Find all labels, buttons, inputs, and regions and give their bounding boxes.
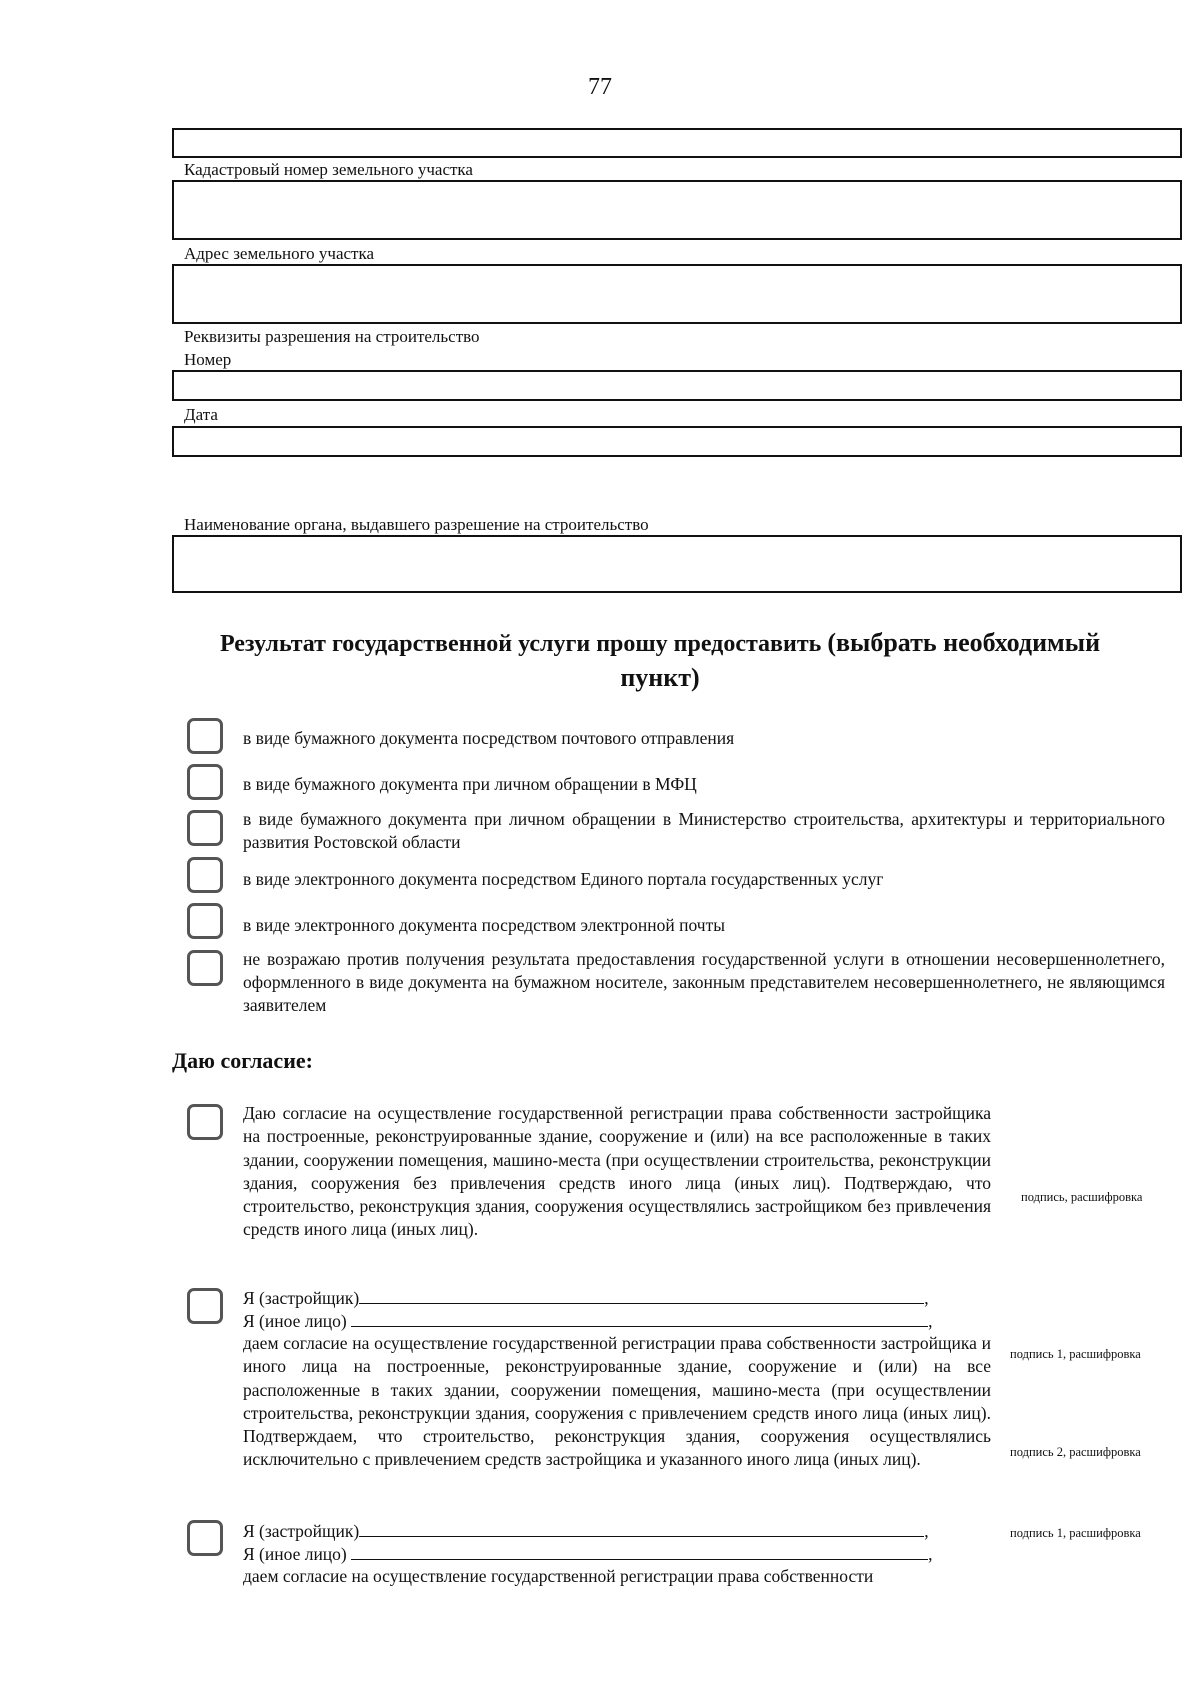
permit-details-label: Реквизиты разрешения на строительство [184, 327, 480, 346]
consent-title: Даю согласие: [172, 1048, 313, 1073]
permit-date-field[interactable] [172, 426, 1182, 457]
page-number: 77 [588, 74, 612, 100]
developer-label: Я (застройщик) [243, 1521, 360, 1541]
consent-text-3: даем согласие на осуществление государственной регистрации права собственности [243, 1566, 874, 1586]
cadastral-number-label: Кадастровый номер земельного участка [184, 160, 473, 179]
comma: , [928, 1544, 933, 1564]
top-field-box[interactable] [172, 128, 1182, 158]
result-heading [160, 626, 1160, 696]
other-person-line-2 [243, 1309, 933, 1333]
developer-label: Я (застройщик) [243, 1288, 360, 1308]
other-person-label: Я (иное лицо) [243, 1311, 347, 1331]
option-checkbox-ministry[interactable] [187, 810, 223, 846]
option-checkbox-mail[interactable] [187, 718, 223, 754]
developer-name-input[interactable] [359, 1286, 924, 1304]
signature-caption-1: подпись, расшифровка [1021, 1190, 1143, 1204]
other-person-name-input[interactable] [351, 1309, 928, 1327]
land-address-label: Адрес земельного участка [184, 244, 375, 263]
result-heading-part3: пункт) [620, 663, 700, 692]
option-label-ministry: в виде бумажного документа при личном обращении в Министерство строительства, архитектуры и территориального развития Ростовской области [243, 809, 1165, 852]
option-checkbox-gosuslugi[interactable] [187, 857, 223, 893]
issuing-authority-field[interactable] [172, 535, 1182, 593]
comma: , [928, 1311, 933, 1331]
other-person-label: Я (иное лицо) [243, 1544, 347, 1564]
option-label-gosuslugi: в виде электронного документа посредством Единого портала государственных услуг [243, 869, 884, 889]
option-checkbox-email[interactable] [187, 903, 223, 939]
developer-line-2 [243, 1286, 929, 1310]
consent-checkbox-1[interactable] [187, 1104, 223, 1140]
comma: , [924, 1521, 929, 1541]
option-label-mfc: в виде бумажного документа при личном обращении в МФЦ [243, 774, 697, 794]
result-heading-part1: Результат государственной услуги прошу предоставить [219, 631, 822, 657]
option-label-email: в виде электронного документа посредством электронной почты [243, 915, 725, 935]
consent-checkbox-2[interactable] [187, 1288, 223, 1324]
permit-number-field[interactable] [172, 370, 1182, 401]
other-person-name-input[interactable] [351, 1542, 928, 1560]
option-label-mail: в виде бумажного документа посредством почтового отправления [243, 728, 735, 748]
option-checkbox-mfc[interactable] [187, 764, 223, 800]
consent-text-2: даем согласие на осуществление государственной регистрации права собственности застройщика и иного лица на построенные, реконструированные здание, сооружение и (или) на все расположенные в таких здании, сооружении помещения, машино-места (при осуществлении строительства, реконструкции здания, сооружения с привлечением средств иного лица (иных лиц). Подтверждаем, что строительство, реконструкция здания, сооружения осуществлялись исключительно с привлечением средств застройщика и указанного иного лица (иных лиц). [243, 1333, 991, 1470]
issuing-authority-label: Наименование органа, выдавшего разрешение на строительство [184, 515, 649, 534]
land-address-field[interactable] [172, 264, 1182, 324]
comma: , [924, 1288, 929, 1308]
consent-text-1: Даю согласие на осуществление государственной регистрации права собственности застройщика на построенные, реконструированные здание, сооружение и (или) на все расположенные в таких здании, сооружении помещения, машино-места (при осуществлении строительства, реконструкции здания, сооружения без привлечения средств иного лица (иных лиц). Подтверждаю, что строительство, реконструкция здания, сооружения осуществлялись застройщиком без привлечения средств иного лица (иных лиц). [243, 1103, 991, 1240]
signature-caption-3: подпись 1, расшифровка [1010, 1526, 1141, 1540]
consent-checkbox-3[interactable] [187, 1520, 223, 1556]
other-person-line-3 [243, 1542, 933, 1566]
developer-name-input[interactable] [359, 1519, 924, 1537]
signature-caption-2a: подпись 1, расшифровка [1010, 1347, 1141, 1361]
signature-caption-2b: подпись 2, расшифровка [1010, 1445, 1141, 1459]
result-heading-part2: (выбрать необходимый [827, 628, 1101, 657]
option-checkbox-minor[interactable] [187, 950, 223, 986]
permit-date-label: Дата [184, 405, 218, 424]
option-label-minor: не возражаю против получения результата предоставления государственной услуги в отношении несовершеннолетнего, оформленного в виде документа на бумажном носителе, законным представителем несовершеннолетнего, не являющимся заявителем [243, 949, 1165, 1015]
cadastral-number-field[interactable] [172, 180, 1182, 240]
permit-number-label: Номер [184, 350, 232, 369]
developer-line-3 [243, 1519, 929, 1543]
